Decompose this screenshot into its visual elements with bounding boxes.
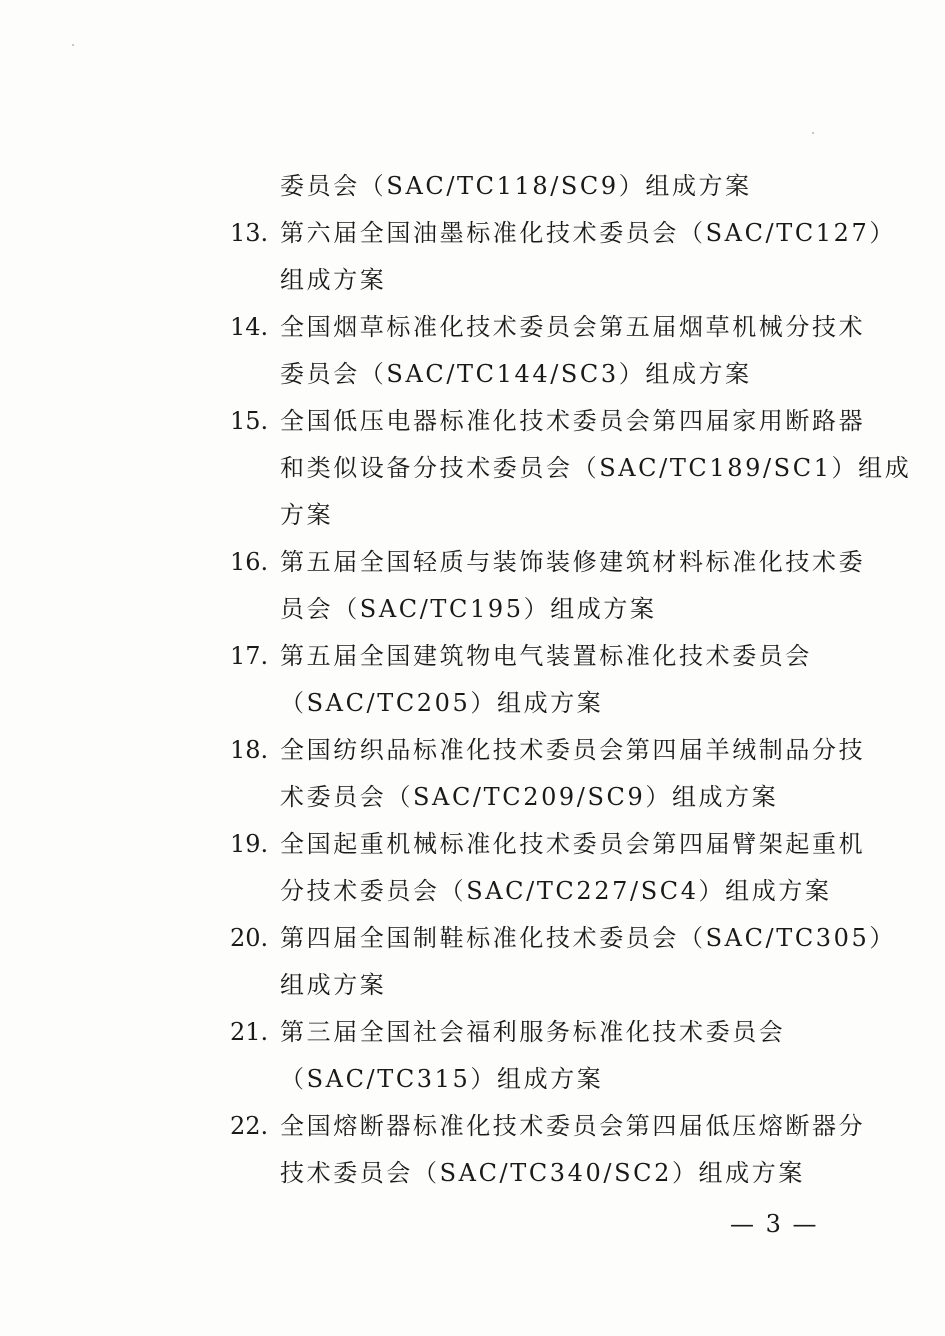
list-item-text: 全国起重机械标准化技术委员会第四届臂架起重机 (280, 830, 866, 858)
list-item (230, 398, 912, 539)
list-item-number: 20. (230, 924, 269, 952)
list-item-text: 技术委员会（SAC/TC340/SC2）组成方案 (280, 1159, 805, 1187)
list-item-line (230, 1056, 850, 1103)
list-item-line (230, 539, 866, 586)
list-item (230, 304, 866, 398)
list-item-number: 17. (230, 642, 269, 670)
list-item-line (230, 1150, 850, 1197)
list-item-line (230, 398, 866, 445)
list-item-line (230, 774, 850, 821)
list-item (230, 539, 866, 633)
list-item (230, 915, 897, 1009)
list-item (230, 1009, 850, 1103)
list-item-line (230, 821, 866, 868)
list-item-number: 13. (230, 219, 269, 247)
list-item-line (230, 727, 866, 774)
list-item-text: 全国低压电器标准化技术委员会第四届家用断路器 (280, 407, 866, 435)
list-item (230, 727, 866, 821)
list-item-text: 第三届全国社会福利服务标准化技术委员会 (280, 1018, 786, 1046)
list-item-text: 组成方案 (280, 971, 387, 999)
list-item-line (230, 1103, 866, 1150)
list-item-line (230, 210, 897, 257)
list-item-text: 第五届全国建筑物电气装置标准化技术委员会 (280, 642, 812, 670)
list-item-number: 22. (230, 1112, 269, 1140)
list-item-text: 分技术委员会（SAC/TC227/SC4）组成方案 (280, 877, 832, 905)
list-item-text: （SAC/TC205）组成方案 (280, 689, 604, 717)
list-item-number: 21. (230, 1018, 269, 1046)
list-item-line (230, 915, 897, 962)
list-item-text: 委员会（SAC/TC118/SC9）组成方案 (280, 172, 752, 200)
list-item-text: 第五届全国轻质与装饰装修建筑材料标准化技术委 (280, 548, 866, 576)
list-item-text: 全国纺织品标准化技术委员会第四届羊绒制品分技 (280, 736, 866, 764)
list-item (230, 821, 866, 915)
list-item-line (230, 680, 850, 727)
list-item-text: 第六届全国油墨标准化技术委员会（SAC/TC127） (280, 219, 897, 247)
list-item-text: 第四届全国制鞋标准化技术委员会（SAC/TC305） (280, 924, 897, 952)
list-item-number: 14. (230, 313, 269, 341)
list-item-line (230, 1009, 850, 1056)
proposal-list (230, 163, 912, 1197)
list-item-text: 组成方案 (280, 266, 387, 294)
list-item-text: 全国熔断器标准化技术委员会第四届低压熔断器分 (280, 1112, 866, 1140)
list-item-number: 15. (230, 407, 269, 435)
list-item-line (230, 304, 866, 351)
list-item-text: 员会（SAC/TC195）组成方案 (280, 595, 657, 623)
list-item-line (230, 633, 850, 680)
list-item-text: 术委员会（SAC/TC209/SC9）组成方案 (280, 783, 779, 811)
page-number: — 3 — (730, 1210, 819, 1238)
list-item-line (230, 445, 912, 492)
scan-speck (812, 132, 814, 134)
list-item-text: 委员会（SAC/TC144/SC3）组成方案 (280, 360, 752, 388)
scan-speck (72, 44, 74, 46)
list-item-text: 全国烟草标准化技术委员会第五届烟草机械分技术 (280, 313, 866, 341)
list-item-line (230, 868, 850, 915)
list-item-text: 和类似设备分技术委员会（SAC/TC189/SC1）组成 (280, 454, 912, 482)
list-item-line (230, 492, 850, 539)
list-item-line (230, 163, 850, 210)
list-item-number: 18. (230, 736, 269, 764)
list-item-text: （SAC/TC315）组成方案 (280, 1065, 604, 1093)
list-item-line (230, 257, 850, 304)
list-item (230, 1103, 866, 1197)
list-item (230, 633, 850, 727)
list-item-line (230, 586, 850, 633)
list-item-text: 方案 (280, 501, 334, 529)
list-item-line (230, 351, 850, 398)
list-item (230, 163, 850, 210)
list-item (230, 210, 897, 304)
list-item-number: 16. (230, 548, 269, 576)
list-item-line (230, 962, 850, 1009)
list-item-number: 19. (230, 830, 269, 858)
